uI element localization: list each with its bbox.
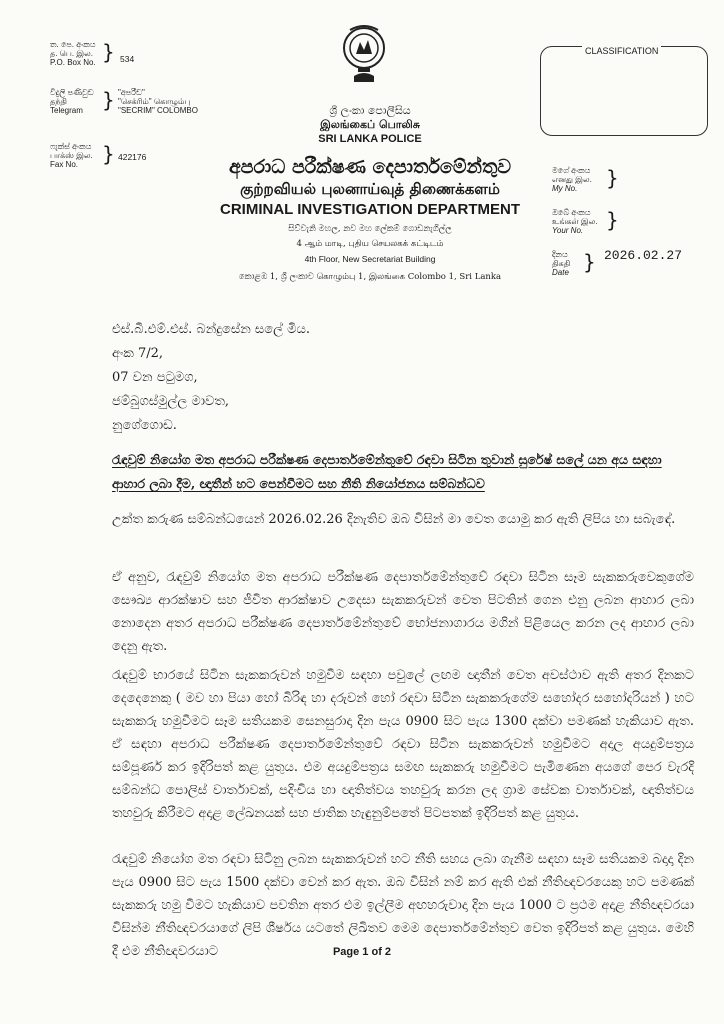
fax-label-si: ෆැක්ස් අංකය: [50, 142, 92, 151]
date-brace: }: [583, 250, 596, 274]
telegram-value-ta: "செக்ரிம்" கொழும்பு: [118, 97, 191, 106]
body-paragraph: රැඳවුම් නියෝග මත රඳවා සිටිනු ලබන සැකකරුවන් හට නීති සහය ලබා ගැනීම සඳහා සෑම සතියකම බදාදා දින පැය 0900 සිට පැය 1500 දක්වා වෙන් කර ඇත. ඔබ විසින් නම් කර ඇති එක් නීතිඥවරයෙකු හට පමණක් සැකකරු හමු වීමට හැකියාව පවතින අතර එම ඉල්ලීම අඟහරුවාදා දින පැය 1000 ට ප්‍රථම අදාළ නීතිඥවරයා විසින්ම නීතිඥවරයාගේ ලිපි ශීර්ෂය යටතේ ලිඛිතව මෙම දෙපාර්තමේන්තුව වෙත ඉදිරිපත් කළ යුතුය. මෙහි දී එම නීතිඥවරයාට: [112, 852, 694, 959]
dept-title-ta: குற்றவியல் புலனாய்வுத் திணைக்களம்: [240, 180, 500, 198]
your-no-label-en: Your No.: [552, 226, 584, 235]
classification-title: CLASSIFICATION: [582, 46, 661, 56]
date-label-si: දිනය: [552, 250, 568, 259]
your-no-label: [552, 208, 612, 235]
dept-title-en: CRIMINAL INVESTIGATION DEPARTMENT: [220, 201, 520, 218]
box-no-label-ta: த. பெ. இல.: [50, 49, 93, 58]
recipient-address: [112, 318, 310, 438]
telegram-label-ta: தந்தி: [50, 97, 67, 106]
your-no-label-ta: உங்கள் இல.: [552, 217, 598, 226]
date-value: 2026.02.27: [604, 248, 683, 263]
city-line: කොළඹ 1, ශ්‍රී ලංකාව கொழும்பு 1, இலங்கை Colombo 1, Sri Lanka: [238, 272, 502, 282]
telegram-value-si: "අපරීඩ": [118, 88, 145, 97]
recipient-line: නුගේගොඩ.: [112, 418, 177, 433]
sri-lanka-emblem-icon: [340, 20, 388, 88]
your-no-brace: }: [606, 208, 619, 232]
body-paragraph: ඒ අනුව, රැඳවුම් නියෝග මත අපරාධ පරීක්ෂණ දෙපාර්තමේන්තුවේ රඳවා සිටින සෑම සැකකරුවෙකුගේම සෞඛ්‍ය ආරක්ෂාව සහ ජීවිත ආරක්ෂාව උදෙසා සැකකරුවන් වෙත පිටතින් ගෙන එනු ලබන ආහාර ලබා නොදෙන අතර අපරාධ පරීක්ෂණ දෙපාර්තමේන්තුවේ භෝජනාගාරය මගින් පිළියෙල කරන ලද ආහාර ලබා දෙනු ඇත.: [112, 570, 694, 654]
date-label-ta: திகதி: [552, 259, 571, 268]
my-no-label-en: My No.: [552, 184, 578, 193]
date-label-en: Date: [552, 268, 569, 277]
telegram-value-en: "SECRIM" COLOMBO: [118, 106, 198, 115]
box-no-brace: }: [102, 40, 115, 64]
police-title: [180, 104, 560, 146]
police-title-ta: இலங்கைப் பொலிசு: [320, 118, 420, 131]
box-no-value: 534: [120, 54, 135, 64]
subject-line: රැඳවුම් නියෝග මත අපරාධ පරීක්ෂණ දෙපාර්තමේන්තුවේ රඳවා සිටින තුවාන් සුරේෂ් සලේ යන අය සඳහා ආහාර ලබා දීම, ඥාතීන් හට පෙන්වීමට සහ නීති නියෝජනය සම්බන්ධව: [112, 452, 662, 491]
classification-box: [540, 46, 708, 136]
my-no-brace: }: [606, 166, 619, 190]
fax-brace: }: [102, 142, 115, 166]
police-title-si: ශ්‍රී ලංකා පොලීසිය: [329, 104, 411, 117]
date-label: [552, 250, 612, 277]
recipient-name: එස්.බී.එම්.එස්. බන්දුසේන සලේ මිය.: [112, 322, 310, 337]
telegram-brace: }: [102, 88, 115, 112]
box-no-label-en: P.O. Box No.: [50, 58, 96, 67]
recipient-line: අංක 7/2,: [112, 346, 164, 361]
my-no-label-si: මගේ අංකය: [552, 166, 591, 175]
your-no-label-si: ඔබේ අංකය: [552, 208, 591, 217]
body-paragraph: උක්ත කරුණ සම්බන්ධයෙන් 2026.02.26 දිනැතිව ඔබ විසින් මා වෙත යොමු කර ඇති ලිපිය හා සබැඳේ.: [112, 512, 676, 527]
box-no-label-si: ත. පෙ. අංකය: [50, 40, 96, 49]
fax-value: 422176: [118, 152, 147, 162]
floor-ta: 4 ஆம் மாடி, புதிய செயலகக் கட்டிடம்: [296, 239, 444, 249]
fax-label-en: Fax No.: [50, 160, 79, 169]
floor-en: 4th Floor, New Secretariat Building: [304, 254, 436, 264]
fax-label-ta: பாக்ஸ் இல.: [50, 151, 93, 160]
my-no-label-ta: எனது இல.: [552, 175, 592, 184]
recipient-line: 07 වන පටුමග,: [112, 370, 198, 385]
page-number: Page 1 of 2: [332, 946, 392, 958]
dept-title-si: අපරාධ පරීක්ෂණ දෙපාර්තමේන්තුව: [228, 156, 512, 178]
my-no-label: [552, 166, 612, 193]
body-paragraph: රැඳවුම් භාරයේ සිටින සැකකරුවන් හමුවීම සඳහා පවුලේ ලඟම ඥාතීන් වෙත අවස්ථාව ඇති අතර දිනකට දෙදෙනෙකු ( මව හා පියා හෝ බිරිඳ හා දරුවන් හෝ රඳවා සිටින සැකකරුගේම සහෝදර සහෝදරියන් ) හට සැකකරු හමුවීමට සෑම සතියකම සෙනසුරාදා දින පැය 0900 සිට පැය 1300 දක්වා පමණක් හැකියාව ඇත. ඒ සඳහා අපරාධ පරීක්ෂණ දෙපාර්තමේන්තුවේ රඳවා සිටින සැකකරුවන් හමුවීමට අදාල අයදුම්පත්‍රය සම්පූර්ණ කර ඉදිරිපත් කළ යුතුය. එම අයදුම්පත්‍රය සමඟ සැකකරු හමුවීමට පැමිණෙන අයගේ පෙර වැරදි සම්බන්ධ පොලිස් වාර්තාවක්, පදිංචිය හා ඥාතිත්වය තහවුරු කරන ලද ග්‍රාම සේවක වාර්තාවක්, ඥාතිත්වය තහවුරු කිරීමට අදාළ ලේඛනයක් සහ ජාතික හැඳුනුම්පතේ පිටපතක් ඉදිරිපත් කළ යුතුය.: [112, 668, 694, 821]
telegram-label-si: විදුලි පණිවුඩ: [50, 88, 94, 97]
telegram-label-en: Telegram: [50, 106, 83, 115]
floor-si: සිව්වැනි මහල, නව මහ ලේකම් ගොඩනැගිල්ල: [288, 224, 452, 234]
recipient-line: ජම්බුගස්මුල්ල මාවත,: [112, 394, 230, 409]
police-title-en: SRI LANKA POLICE: [318, 133, 422, 145]
